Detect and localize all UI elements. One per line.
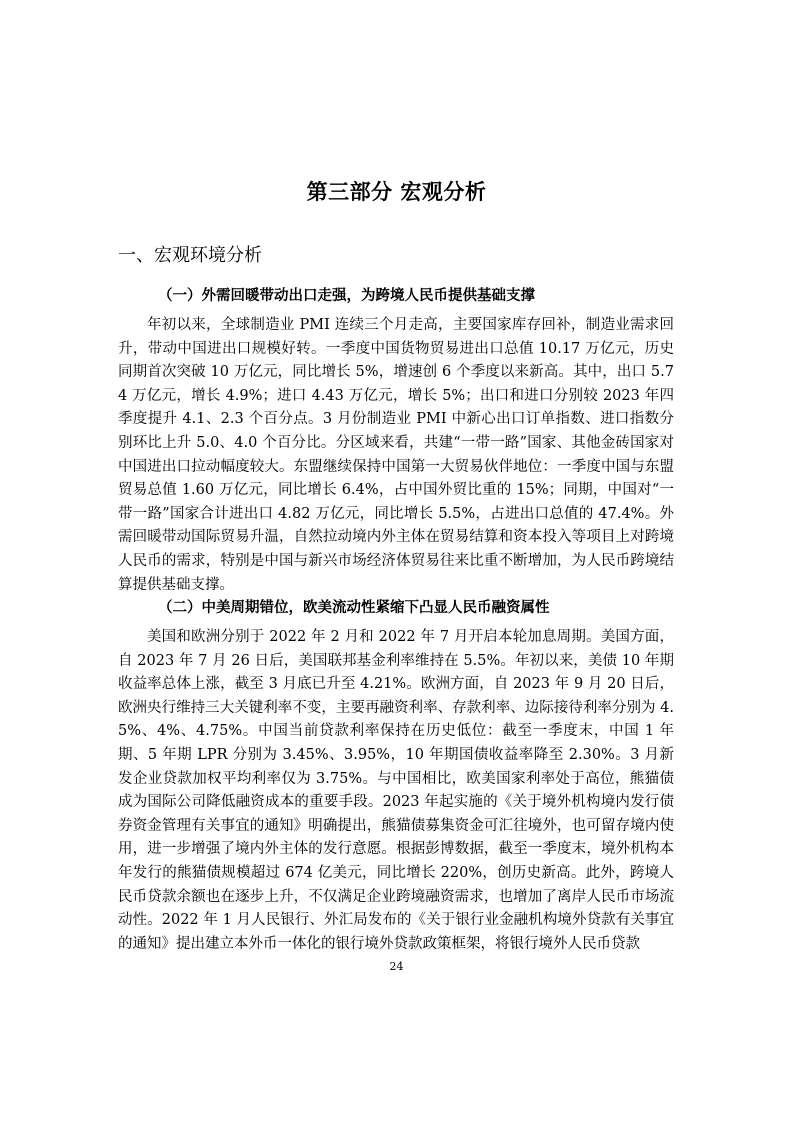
subsection-heading-1: （一）外需回暖带动出口走强，为跨境人民币提供基础支撑 (158, 288, 535, 304)
page-number: 24 (389, 960, 404, 973)
section-heading: 一、宏观环境分析 (118, 245, 262, 266)
subsection-heading-2: （二）中美周期错位，欧美流动性紧缩下凸显人民币融资属性 (158, 600, 550, 616)
body-paragraph-1: 年初以来，全球制造业 PMI 连续三个月走高，主要国家库存回补，制造业需求回升，带动中国进出口规模好转。一季度中国货物贸易进出口总值 10.17 万亿元，历史同期首次突破 10 万亿元，同比增长 5%，增速创 6 个季度以来新高。其中，出口 5.74 万亿元，增长 4.9%；进口 4.43 万亿元，增长 5%；出口和进口分别较 2023 年四季度提升 4.1、2.3 个百分点。3 月份制造业 PMI 中新心出口订单指数、进口指数分别环比上升 5.0、4.0 个百分比。分区域来看，共建“一带一路”国家、其他金砖国家对中国进出口拉动幅度较大。东盟继续保持中国第一大贸易伙伴地位：一季度中国与东盟贸易总值 1.60 万亿元，同比增长 6.4%，占中国外贸比重的 15%；同期，中国对“一带一路”国家合计进出口 4.82 万亿元，同比增长 5.5%，占进出口总值的 47.4%。外需回暖带动国际贸易升温，自然拉动境内外主体在贸易结算和资本投入等项目上对跨境人民币的需求，特别是中国与新兴市场经济体贸易往来比重不断增加，为人民币跨境结算提供基础支撑。 (118, 317, 674, 593)
body-paragraph-2: 美国和欧洲分别于 2022 年 2 月和 2022 年 7 月开启本轮加息周期。美国方面，自 2023 年 7 月 26 日后，美国联邦基金利率维持在 5.5%。年初以来，美债 10 年期收益率总体上涨，截至 3 月底已升至 4.21%。欧洲方面，自 2023 年 9 月 20 日后，欧洲央行维持三大关键利率不变，主要再融资利率、存款利率、边际接待利率分别为 4.5%、4%、4.75%。中国当前贷款利率保持在历史低位：截至一季度末，中国 1 年期、5 年期 LPR 分别为 3.45%、3.95%，10 年期国债收益率降至 2.30%。3 月新发企业贷款加权平均利率仅为 3.75%。与中国相比，欧美国家利率处于高位，熊猫债成为国际公司降低融资成本的重要手段。2023 年起实施的《关于境外机构境内发行债券资金管理有关事宜的通知》明确提出，熊猫债募集资金可汇往境外，也可留存境内使用，进一步增强了境内外主体的发行意愿。根据彭博数据，截至一季度末，境外机构本年发行的熊猫债规模超过 674 亿美元，同比增长 220%，创历史新高。此外，跨境人民币贷款余额也在逐步上升，不仅满足企业跨境融资需求，也增加了离岸人民币市场流动性。2022 年 1 月人民银行、外汇局发布的《关于银行业金融机构境外贷款有关事宜的通知》提出建立本外币一体化的银行境外贷款政策框架，将银行境外人民币贷款 (118, 629, 674, 952)
part-title: 第三部分 宏观分析 (306, 180, 487, 204)
